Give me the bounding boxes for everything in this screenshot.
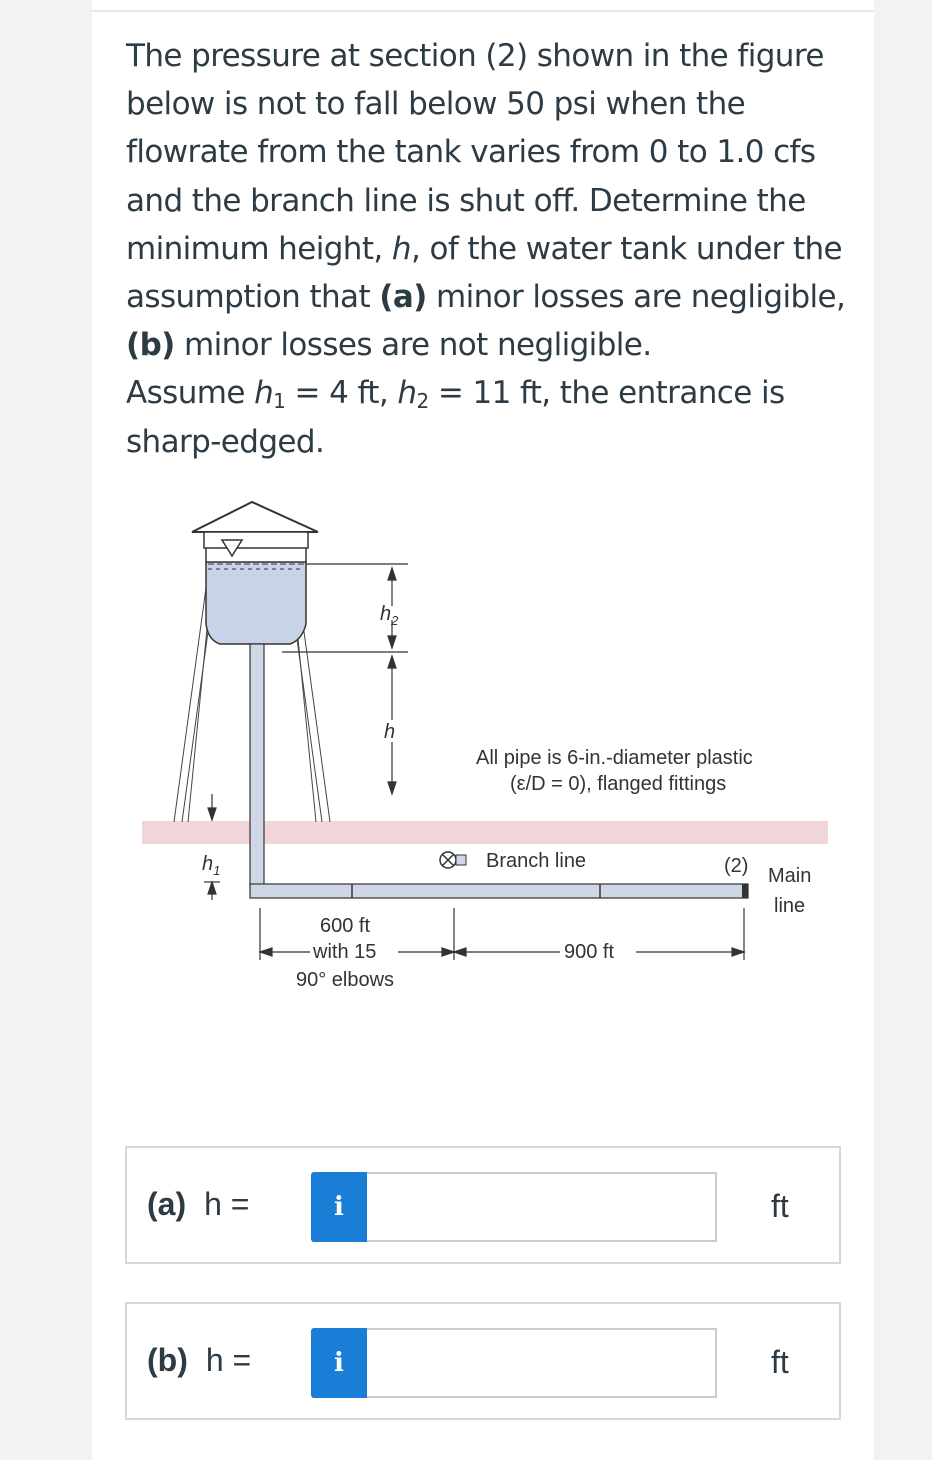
seg1-length: 600 ft xyxy=(320,915,371,937)
water-tank-figure xyxy=(130,498,830,998)
tank-body xyxy=(204,532,308,548)
answer-row-b xyxy=(125,1302,841,1420)
branch-line-label: Branch line xyxy=(486,850,587,872)
unit-b: ft xyxy=(771,1344,789,1380)
info-button-a[interactable]: i xyxy=(311,1172,367,1242)
vertical-pipe xyxy=(250,644,264,888)
answer-row-a xyxy=(125,1146,841,1264)
divider xyxy=(92,10,874,12)
question-text: The pressure at section (2) shown in the figure below is not to fall below 50 psi when the flowrate from the tank varies from 0 to 1.0 cfs and the branch line is shut off. Determine the minimum height, h, of the water tank under the assumption that (a) minor losses are negligible, (b) minor losses are not negligible. Assume $h_1 = 4$ ft, $h_2 = 11$ ft, the entrance is sharp-edged. xyxy=(126,38,846,460)
seg2-length: 900 ft xyxy=(564,941,615,963)
answer-label-b: (b) h = xyxy=(147,1342,252,1378)
dimension-h1 xyxy=(204,794,220,900)
seg1-elbows-type: 90° elbows xyxy=(296,969,395,991)
answer-label-a: (a) h = xyxy=(147,1186,250,1222)
info-button-b[interactable]: i xyxy=(311,1328,367,1398)
seg1-elbows: with 15 xyxy=(313,941,377,963)
label-h2: $h_2$ xyxy=(380,603,399,628)
pipe-note-2: (ε/D = 0), flanged fittings xyxy=(510,773,727,795)
label-h: h xyxy=(384,721,396,743)
tank-water xyxy=(206,562,306,644)
answer-input-a[interactable] xyxy=(367,1172,717,1242)
main-pipe xyxy=(250,884,748,898)
main-line-label-1: Main xyxy=(768,865,812,887)
answer-input-b[interactable] xyxy=(367,1328,717,1398)
section-2-label: (2) xyxy=(724,855,749,877)
ground-band xyxy=(142,821,828,844)
tank-roof xyxy=(192,502,318,532)
main-line-label-2: line xyxy=(774,895,806,917)
unit-a: ft xyxy=(771,1188,789,1224)
label-h1: $h_1$ xyxy=(202,853,221,878)
section-2-marker xyxy=(742,884,748,898)
pipe-note-1: All pipe is 6-in.-diameter plastic xyxy=(476,747,753,769)
